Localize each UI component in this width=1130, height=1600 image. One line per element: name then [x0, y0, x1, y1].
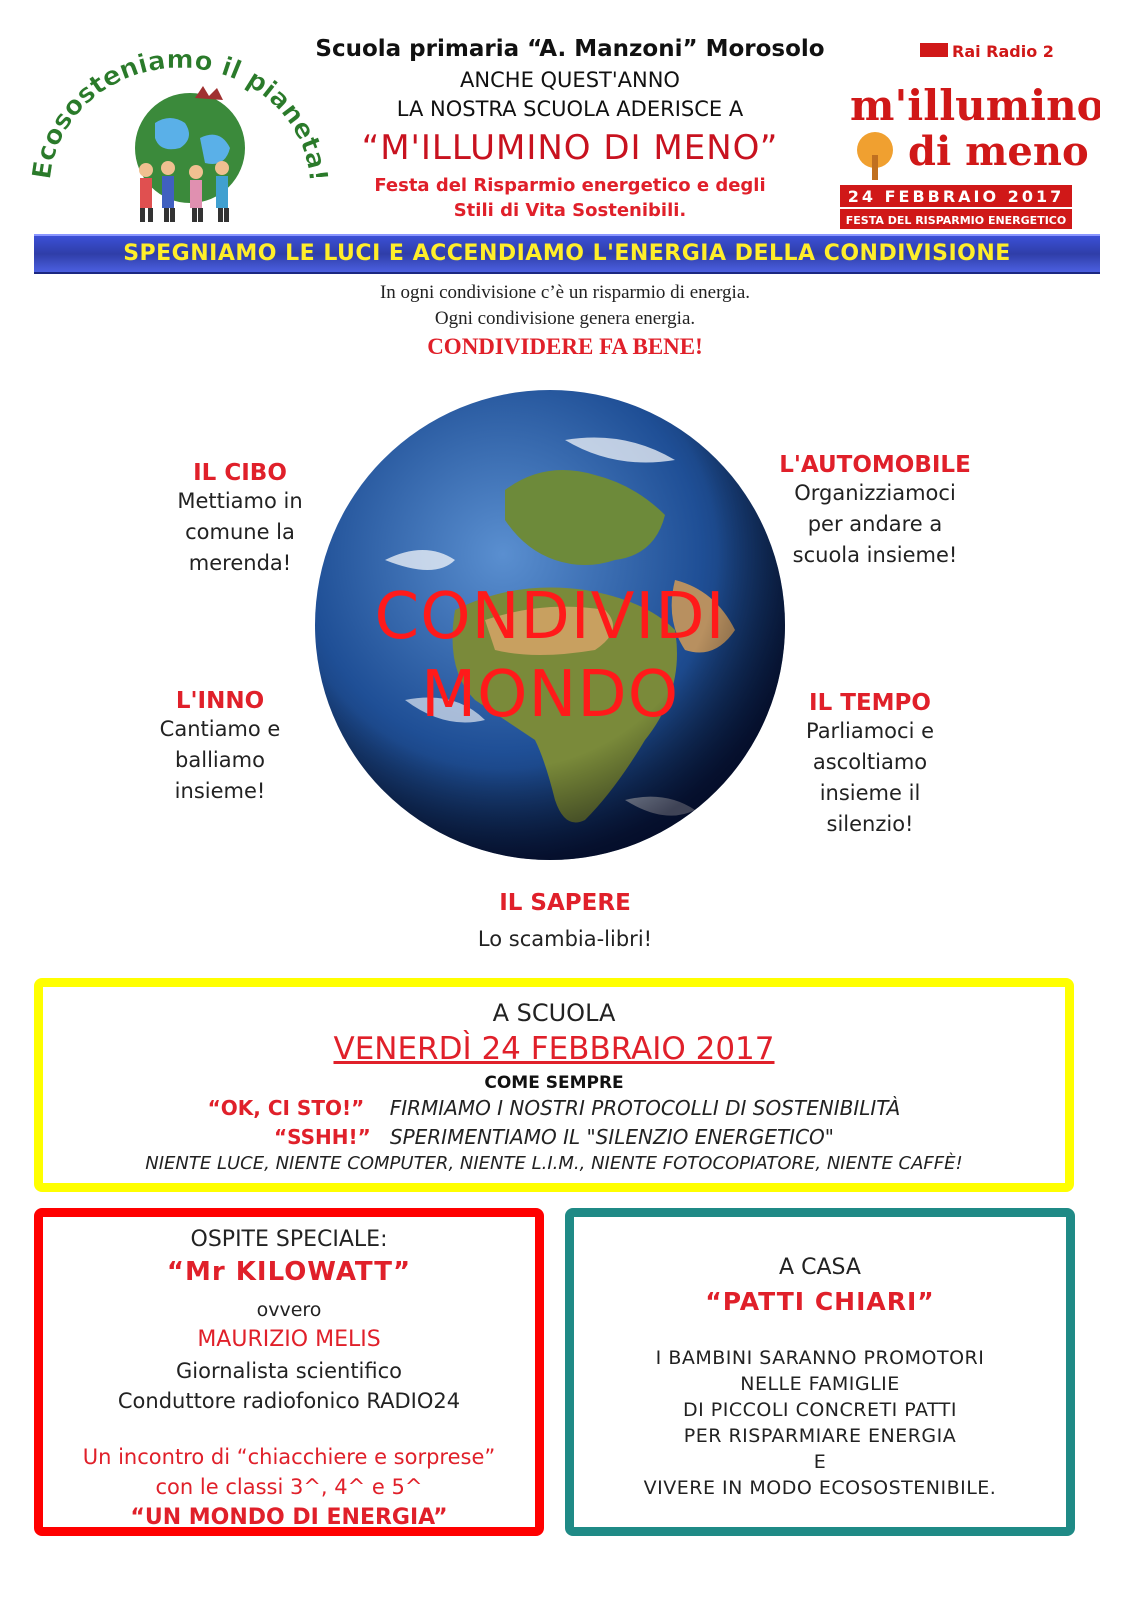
millumino-di-meno-logo — [840, 35, 1100, 235]
tree-icon — [857, 132, 893, 180]
topic-line: ascoltiamo — [812, 750, 928, 774]
topic-line: comune la — [185, 520, 295, 544]
ospite-heading: OSPITE SPECIALE: — [190, 1227, 388, 1252]
ospite-name: MAURIZIO MELIS — [197, 1327, 381, 1352]
casa-body-line: E — [813, 1451, 827, 1473]
event-date: VENERDÌ 24 FEBBRAIO 2017 — [333, 1031, 775, 1067]
casa-body-line: PER RISPARMIARE ENERGIA — [683, 1425, 957, 1447]
topic-line: per andare a — [807, 512, 943, 536]
incontro-line-2: con le classi 3^, 4^ e 5^ — [155, 1475, 423, 1499]
header-line-aderisce: LA NOSTRA SCUOLA ADERISCE A — [396, 97, 744, 121]
logo-title-1: m'illumino — [850, 81, 1100, 130]
logo-arc-text: Ecososteniamo il pianeta! — [30, 44, 333, 183]
topic-heading: L'AUTOMOBILE — [779, 452, 971, 478]
logo-date: 24 FEBBRAIO 2017 — [847, 187, 1065, 206]
incontro-title: “UN MONDO DI ENERGIA” — [130, 1505, 448, 1530]
topic-inno — [130, 688, 310, 807]
ok-ci-sto-text: FIRMIAMO I NOSTRI PROTOCOLLI DI SOSTENIBILITÀ — [389, 1096, 901, 1120]
logo-title-2: di meno — [908, 128, 1089, 175]
casa-body-line: DI PICCOLI CONCRETI PATTI — [683, 1399, 957, 1421]
scuola-box — [34, 978, 1074, 1192]
header-line-anche: ANCHE QUEST'ANNO — [460, 68, 680, 92]
globe-title-condividi: CONDIVIDI — [374, 580, 726, 654]
event-title: “M'ILLUMINO DI MENO” — [361, 128, 779, 168]
topic-heading: L'INNO — [175, 688, 265, 714]
ok-ci-sto-row — [43, 1096, 1065, 1120]
logo-caption: FESTA DEL RISPARMIO ENERGETICO — [845, 214, 1067, 227]
sshh-label: “SSHH!” — [274, 1125, 371, 1149]
ospite-box — [34, 1208, 544, 1536]
sshh-text: SPERIMENTIAMO IL "SILENZIO ENERGETICO" — [389, 1125, 834, 1149]
topic-line: scuola insieme! — [792, 543, 958, 567]
topic-heading: IL CIBO — [193, 460, 287, 486]
ospite-role-2: Conduttore radiofonico RADIO24 — [117, 1389, 461, 1413]
topic-cibo — [140, 460, 340, 579]
intro-line-1: In ogni condivisione c’è un risparmio di energia. — [379, 282, 751, 303]
globe-title-mondo: MONDO — [420, 658, 680, 732]
casa-heading: A CASA — [779, 1255, 861, 1280]
ospite-ovvero: ovvero — [256, 1299, 322, 1321]
casa-body-line: VIVERE IN MODO ECOSOSTENIBILE. — [643, 1477, 997, 1499]
ospite-name-alias: “Mr KILOWATT” — [166, 1257, 412, 1287]
topic-heading: IL TEMPO — [809, 690, 931, 716]
intro-line-2: Ogni condivisione genera energia. — [434, 308, 696, 329]
intro-line-3: CONDIVIDERE FA BENE! — [427, 334, 703, 359]
banner-text: SPEGNIAMO LE LUCI E ACCENDIAMO L'ENERGIA DELLA CONDIVISIONE — [123, 241, 1011, 266]
topic-line: silenzio! — [826, 812, 914, 836]
topic-line: merenda! — [188, 551, 292, 575]
topic-line: Mettiamo in — [177, 489, 303, 513]
topic-sapere — [365, 890, 765, 955]
topic-line: balliamo — [175, 748, 265, 772]
event-subtitle-2: Stili di Vita Sostenibili. — [453, 200, 687, 221]
casa-body-line: I BAMBINI SARANNO PROMOTORI — [655, 1347, 985, 1369]
topic-line: Organizziamoci — [794, 481, 956, 505]
casa-body-line: NELLE FAMIGLIE — [740, 1373, 900, 1395]
ok-ci-sto-label: “OK, CI STO!” — [207, 1096, 365, 1120]
come-sempre: COME SEMPRE — [484, 1073, 624, 1093]
topic-line: Lo scambia-libri! — [477, 927, 653, 951]
casa-body — [574, 1345, 1066, 1501]
school-name: Scuola primaria “A. Manzoni” Morosolo — [315, 36, 825, 62]
niente-list: NIENTE LUCE, NIENTE COMPUTER, NIENTE L.I.M., NIENTE FOTOCOPIATORE, NIENTE CAFFÈ! — [145, 1153, 963, 1174]
topic-heading: IL SAPERE — [499, 890, 631, 916]
topic-line: insieme! — [174, 779, 266, 803]
rai-radio2-brand: Rai Radio 2 — [952, 42, 1054, 61]
patti-chiari-title: “PATTI CHIARI” — [705, 1287, 935, 1316]
topic-line: Parliamoci e — [805, 719, 935, 743]
casa-box — [565, 1208, 1075, 1536]
banner — [34, 234, 1100, 274]
incontro-line-1: Un incontro di “chiacchiere e sorprese” — [82, 1445, 496, 1469]
event-subtitle-1: Festa del Risparmio energetico e degli — [374, 175, 766, 196]
topic-automobile — [760, 452, 990, 571]
scuola-heading: A SCUOLA — [492, 999, 616, 1027]
topic-line: insieme il — [819, 781, 921, 805]
ospite-role-1: Giornalista scientifico — [175, 1359, 403, 1383]
sshh-row — [43, 1125, 1065, 1149]
topic-line: Cantiamo e — [159, 717, 281, 741]
topic-tempo — [760, 690, 980, 840]
